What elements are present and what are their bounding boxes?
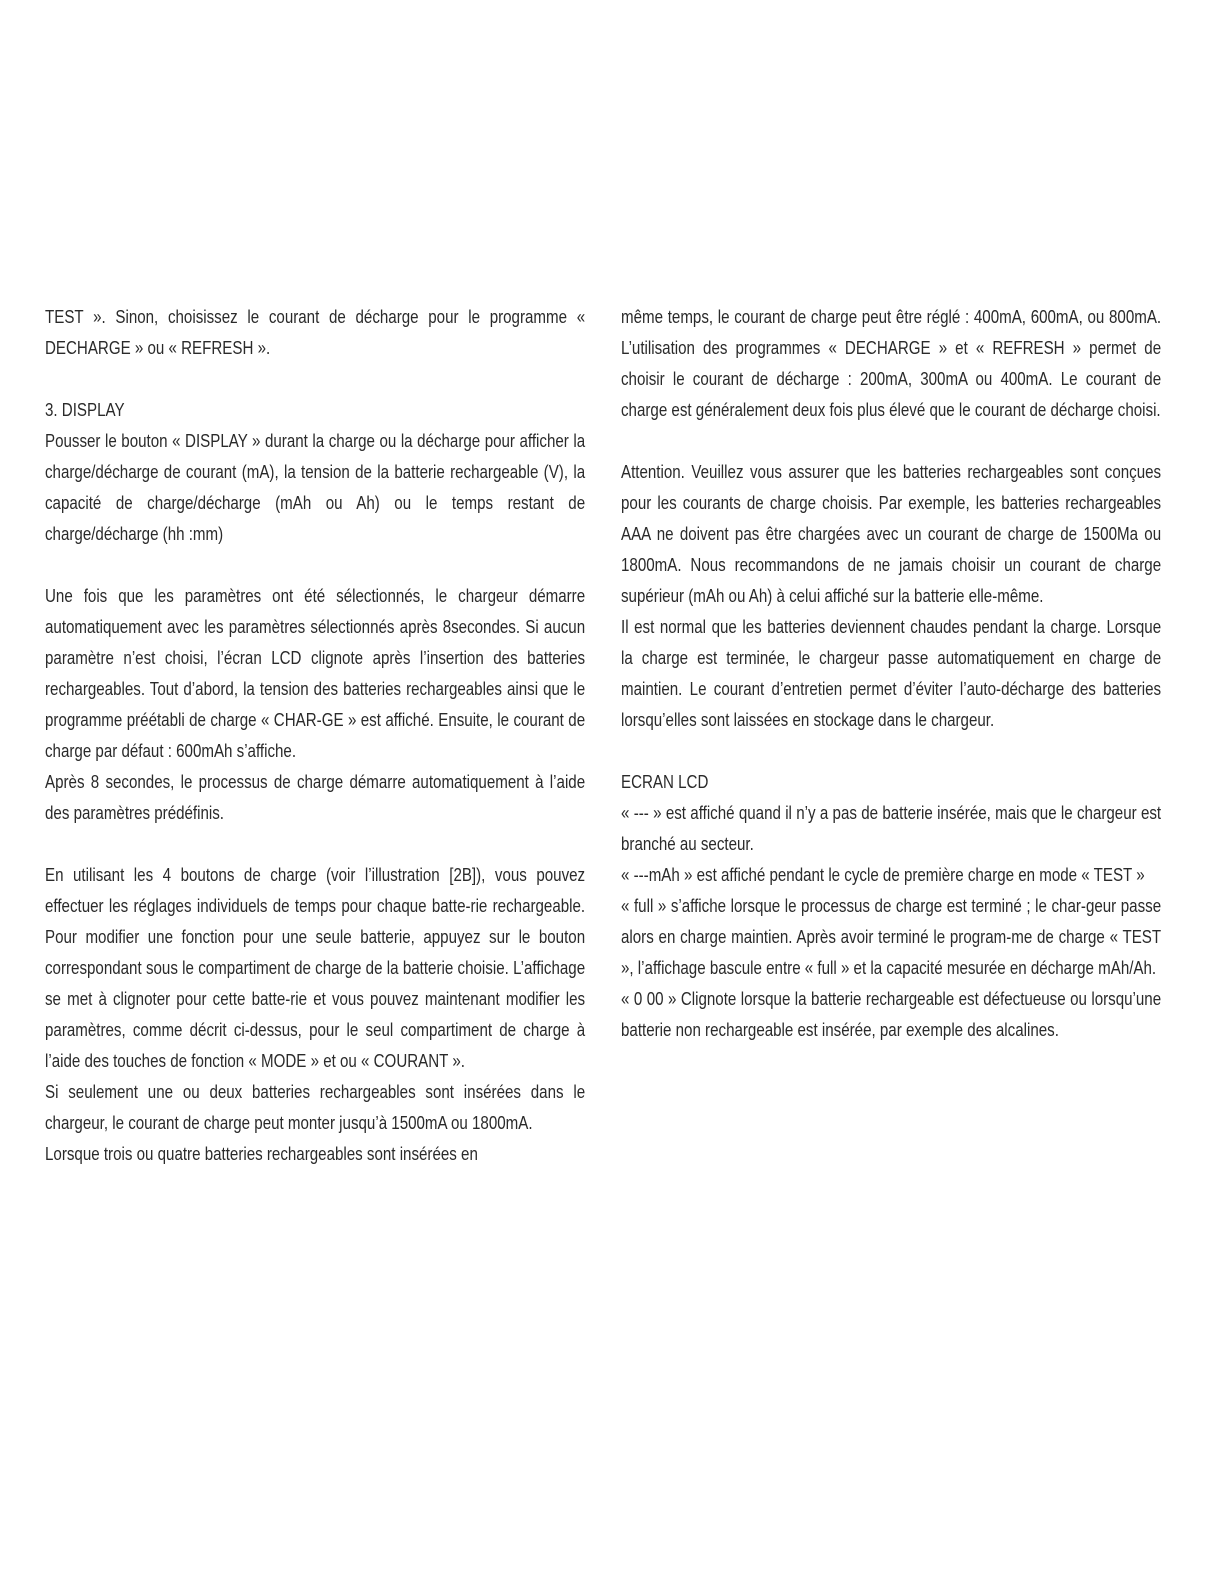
paragraph-display: Pousser le bouton « DISPLAY » durant la charge ou la décharge pour afficher la charge/décharge de courant (mA), la tension de la batterie rechargeable (V), la capacité de charge/décharge (mAh ou Ah) ou le temps restant de charge/décharge (hh :mm)	[45, 431, 586, 544]
paragraph-parameters: Une fois que les paramètres ont été sélectionnés, le chargeur démarre automatiquement avec les paramètres sélectionnés après 8secondes. Si aucun paramètre n’est choisi, l’écran LCD clignote après l’insertion des batteries rechargeables. Tout d’abord, la tension des batteries rechargeables ainsi que le programme préétabli de charge « CHAR-GE » est affiché. Ensuite, le courant de charge par défaut : 600mAh s’affiche.	[45, 586, 586, 761]
right-column	[621, 302, 1161, 1046]
spacer	[621, 426, 1161, 457]
spacer	[45, 550, 585, 581]
left-column	[45, 302, 585, 1170]
spacer	[621, 736, 1161, 767]
paragraph-lcd-000: « 0 00 » Clignote lorsque la batterie rechargeable est défectueuse ou lorsqu’une batterie non rechargeable est insérée, par exemple des alcalines.	[621, 989, 1162, 1040]
paragraph-8-seconds: Après 8 secondes, le processus de charge démarre automatiquement à l’aide des paramètres prédéfinis.	[45, 772, 586, 823]
paragraph-three-four-batteries: Lorsque trois ou quatre batteries rechargeables sont insérées en	[45, 1144, 478, 1164]
spacer	[45, 364, 585, 395]
paragraph-test-continuation: TEST ». Sinon, choisissez le courant de décharge pour le programme « DECHARGE » ou « REFRESH ».	[45, 307, 586, 358]
paragraph-lcd-dash: « --- » est affiché quand il n’y a pas de batterie insérée, mais que le chargeur est branché au secteur.	[621, 803, 1162, 854]
paragraph-4-buttons: En utilisant les 4 boutons de charge (voir l’illustration [2B]), vous pouvez effectuer les réglages individuels de temps pour chaque batte-rie rechargeable. Pour modifier une fonction pour une seule batterie, appuyez sur le bouton correspondant sous le compartiment de charge de la batterie choisie. L’affichage se met à clignoter pour cette batte-rie et vous pouvez maintenant modifier les paramètres, comme décrit ci-dessus, pour le seul compartiment de charge à l’aide des touches de fonction « MODE » et ou « COURANT ».	[45, 865, 586, 1071]
section-heading-lcd: ECRAN LCD	[621, 772, 709, 792]
paragraph-one-two-batteries: Si seulement une ou deux batteries rechargeables sont insérées dans le chargeur, le courant de charge peut monter jusqu’à 1500mA ou 1800mA.	[45, 1082, 586, 1133]
paragraph-lcd-full: « full » s’affiche lorsque le processus de charge est terminé ; le char-geur passe alors en charge maintien. Après avoir terminé le program-me de charge « TEST », l’affichage bascule entre « full » et la capacité mesurée en décharge mAh/Ah.	[621, 896, 1162, 978]
paragraph-normal-heat: Il est normal que les batteries deviennent chaudes pendant la charge. Lorsque la charge est terminée, le chargeur passe automatiquement en charge de maintien. Le courant d’entretien permet d’éviter l’auto-décharge des batteries lorsqu’elles sont laissées en stockage dans le chargeur.	[621, 617, 1162, 730]
paragraph-lcd-mah: « ---mAh » est affiché pendant le cycle de première charge en mode « TEST »	[621, 865, 1145, 885]
paragraph-attention: Attention. Veuillez vous assurer que les batteries rechargeables sont conçues pour les courants de charge choisis. Par exemple, les batteries rechargeables AAA ne doivent pas être chargées avec un courant de charge de 1500Ma ou 1800mA. Nous recommandons de ne jamais choisir un courant de charge supérieur (mAh ou Ah) à celui affiché sur la batterie elle-même.	[621, 462, 1162, 606]
paragraph-charge-currents: même temps, le courant de charge peut être réglé : 400mA, 600mA, ou 800mA. L’utilisation des programmes « DECHARGE » et « REFRESH » permet de choisir le courant de décharge : 200mA, 300mA ou 400mA. Le courant de charge est généralement deux fois plus élevé que le courant de décharge choisi.	[621, 307, 1162, 420]
section-heading-display: 3. DISPLAY	[45, 400, 125, 420]
spacer	[45, 829, 585, 860]
